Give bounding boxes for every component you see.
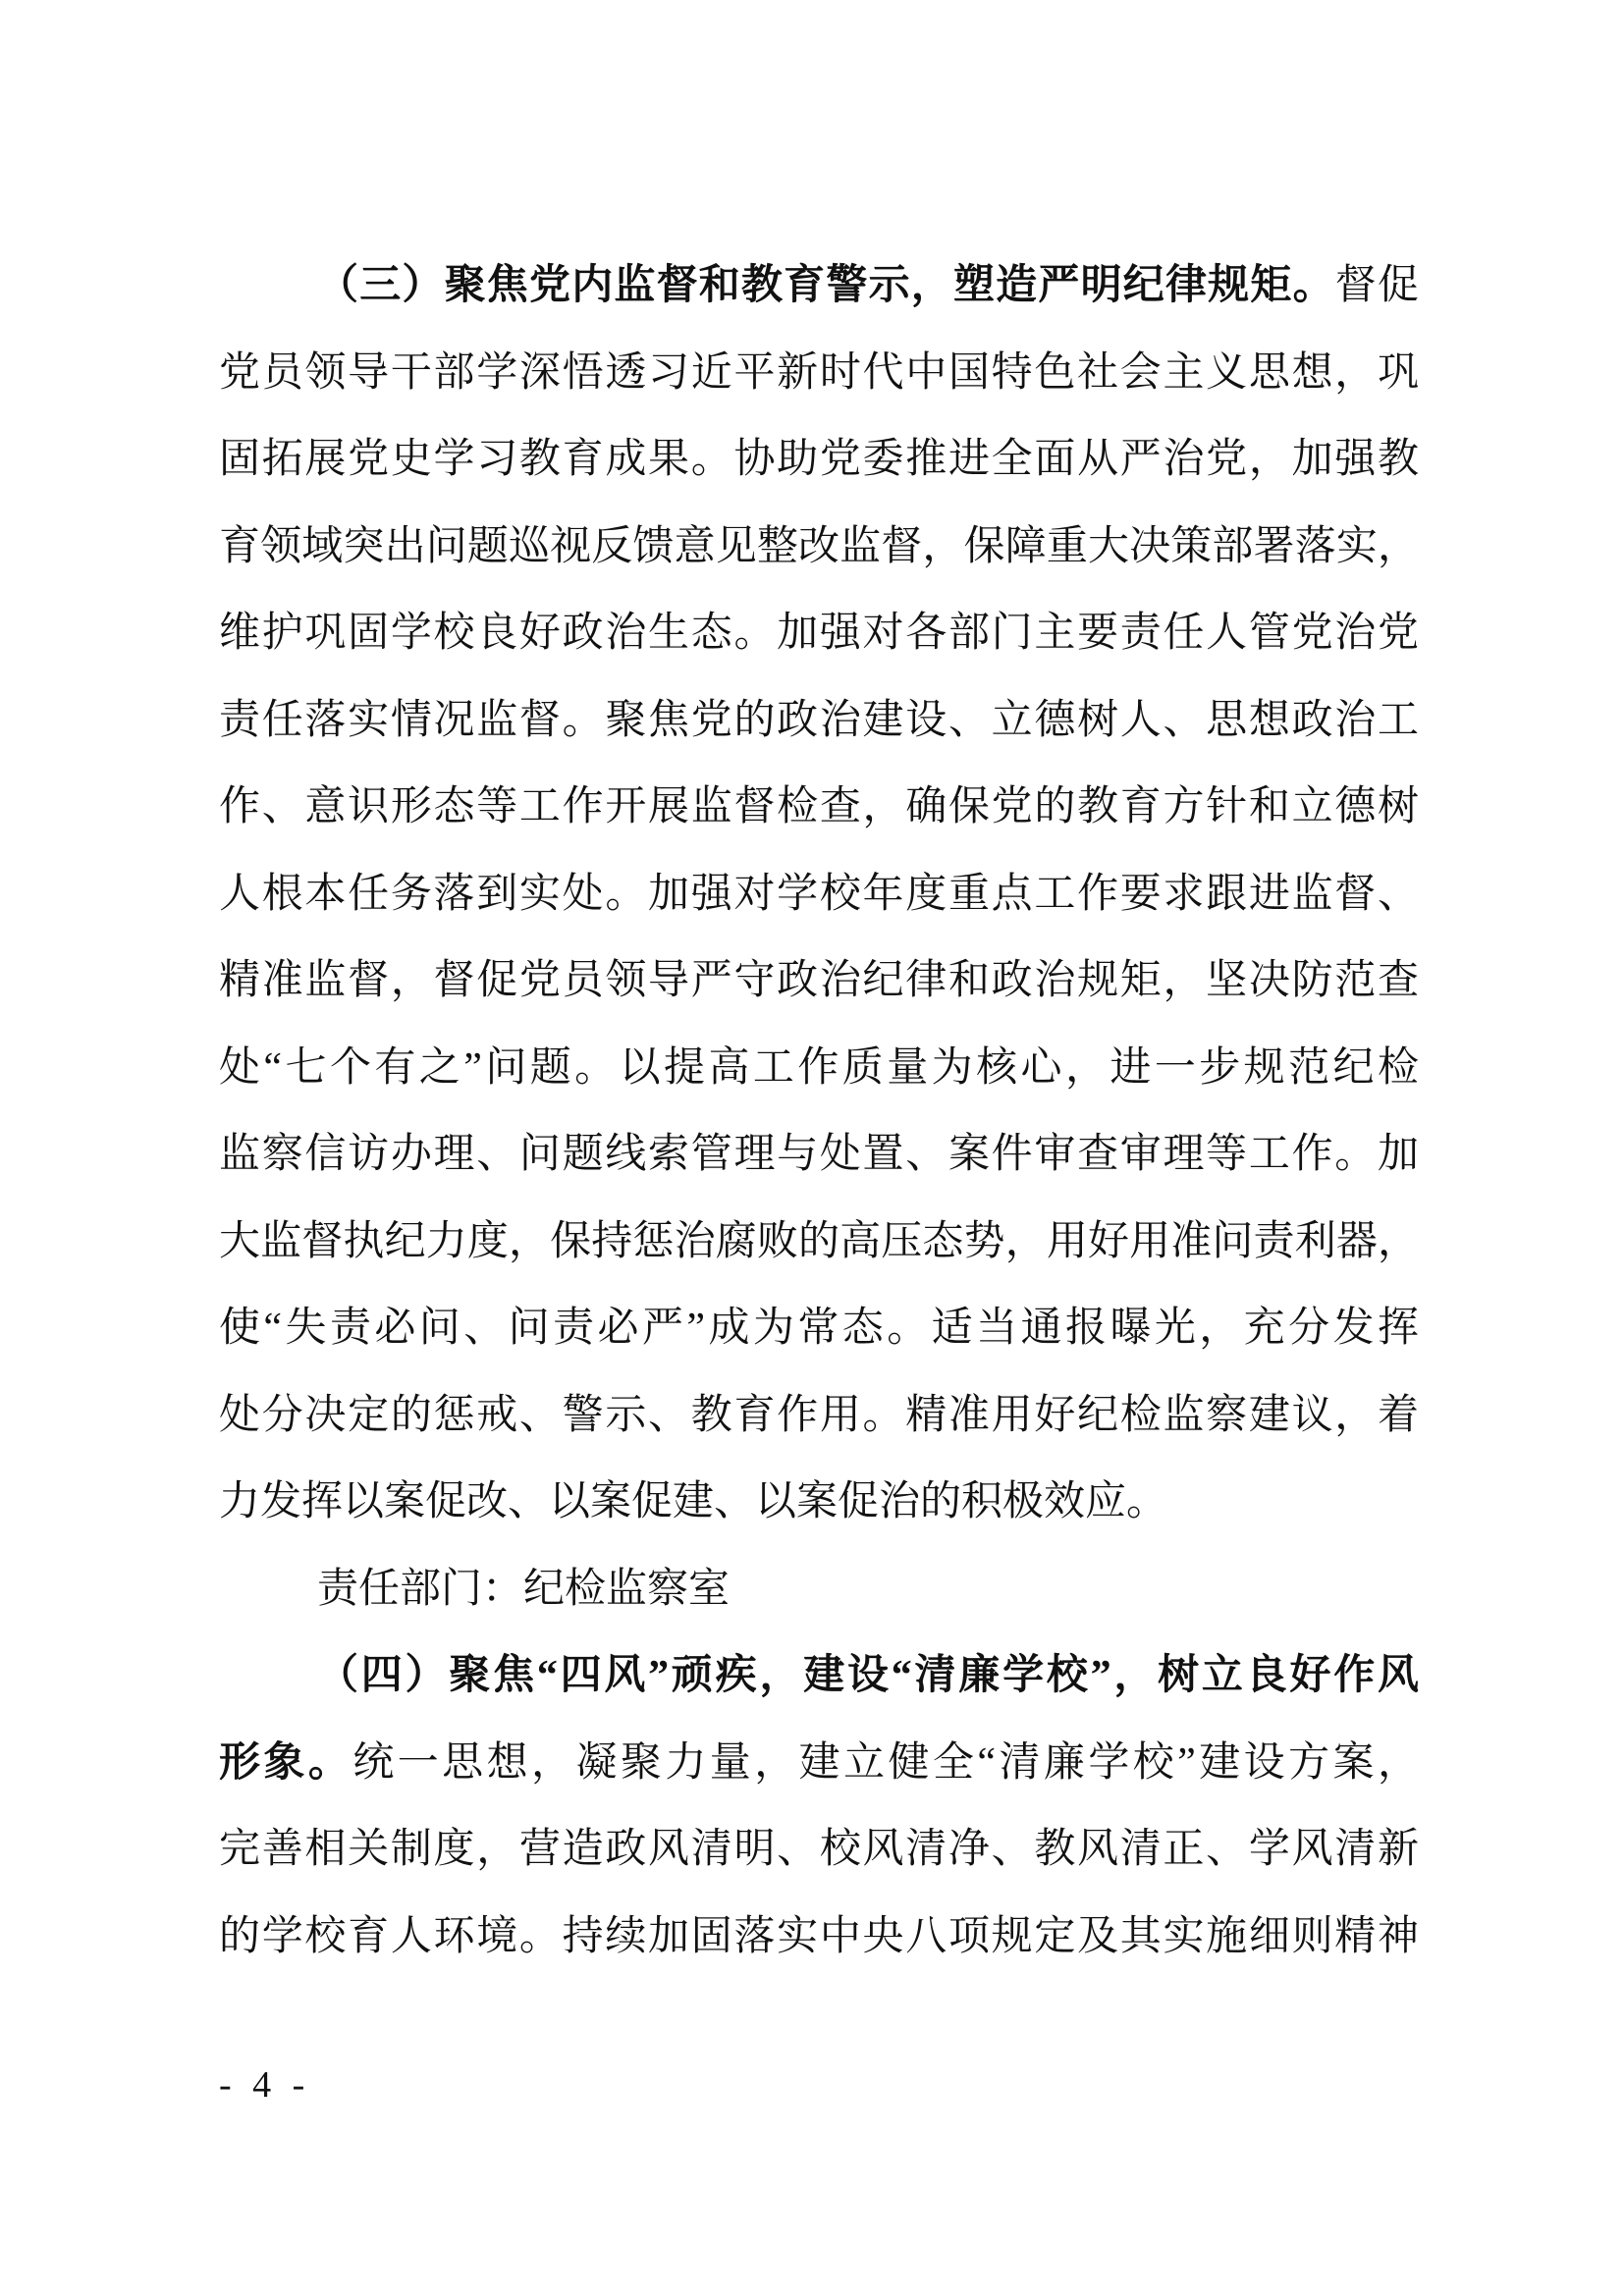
text-segment: 固拓展党史学习教育成果。协助党委推进全面从严治党，加强教 <box>219 437 1419 482</box>
document-lines <box>219 242 1419 1980</box>
text-segment: 力发挥以案促改、以案促建、以案促治的积极效应。 <box>219 1479 1168 1524</box>
text-segment: 维护巩固学校良好政治生态。加强对各部门主要责任人管党治党 <box>219 611 1419 656</box>
text-line <box>219 1806 1419 1894</box>
text-segment: 人根本任务落到实处。加强对学校年度重点工作要求跟进监督、 <box>219 871 1419 917</box>
bold-text-segment: （三）聚焦党内监督和教育警示，塑造严明纪律规矩。 <box>317 263 1335 308</box>
text-line <box>219 1111 1419 1199</box>
text-segment: 使“失责必问、问责必严”成为常态。适当通报曝光，充分发挥 <box>219 1306 1419 1351</box>
text-line <box>219 1199 1419 1286</box>
text-line <box>219 1285 1419 1372</box>
text-segment: 作、意识形态等工作开展监督检查，确保党的教育方针和立德树 <box>219 784 1419 829</box>
bold-text-segment: 形象。 <box>219 1739 353 1786</box>
text-line <box>219 590 1419 677</box>
text-segment: 监察信访办理、问题线索管理与处置、案件审查审理等工作。加 <box>219 1132 1419 1177</box>
text-segment: 精准监督，督促党员领导严守政治纪律和政治规矩，坚决防范查 <box>219 958 1419 1003</box>
text-segment: 统一思想，凝聚力量，建立健全“清廉学校”建设方案， <box>352 1739 1419 1786</box>
text-line <box>219 937 1419 1025</box>
text-line <box>219 1894 1419 1981</box>
bold-text-segment: （四）聚焦“四风”顽疾，建设“清廉学校”，树立良好作风 <box>317 1653 1419 1698</box>
document-body <box>219 242 1419 1980</box>
text-segment: 督促 <box>1334 263 1419 308</box>
footer-page-number: - 4 - <box>219 2064 311 2106</box>
text-segment: 责任部门：纪检监察室 <box>317 1566 731 1612</box>
text-line <box>219 1546 1419 1633</box>
text-line <box>219 677 1419 765</box>
text-line <box>219 764 1419 851</box>
text-line <box>219 330 1419 417</box>
text-line <box>219 504 1419 591</box>
text-segment: 处“七个有之”问题。以提高工作质量为核心，进一步规范纪检 <box>219 1044 1419 1091</box>
text-segment: 责任落实情况监督。聚焦党的政治建设、立德树人、思想政治工 <box>219 697 1419 743</box>
text-segment: 处分决定的惩戒、警示、教育作用。精准用好纪检监察建议，着 <box>219 1392 1419 1438</box>
text-line <box>219 1459 1419 1546</box>
text-line <box>219 1372 1419 1460</box>
text-segment: 完善相关制度，营造政风清明、校风清净、教风清正、学风清新 <box>219 1827 1419 1872</box>
text-line <box>219 851 1419 938</box>
text-line <box>219 242 1419 330</box>
text-segment: 大监督执纪力度，保持惩治腐败的高压态势，用好用准问责利器， <box>219 1218 1419 1264</box>
text-line <box>219 1720 1419 1807</box>
text-segment: 育领域突出问题巡视反馈意见整改监督，保障重大决策部署落实， <box>219 523 1419 569</box>
text-segment: 党员领导干部学深悟透习近平新时代中国特色社会主义思想，巩 <box>219 349 1419 396</box>
text-line <box>219 416 1419 504</box>
text-segment: 的学校育人环境。持续加固落实中央八项规定及其实施细则精神 <box>219 1913 1419 1959</box>
text-line <box>219 1025 1419 1112</box>
text-line <box>219 1632 1419 1720</box>
